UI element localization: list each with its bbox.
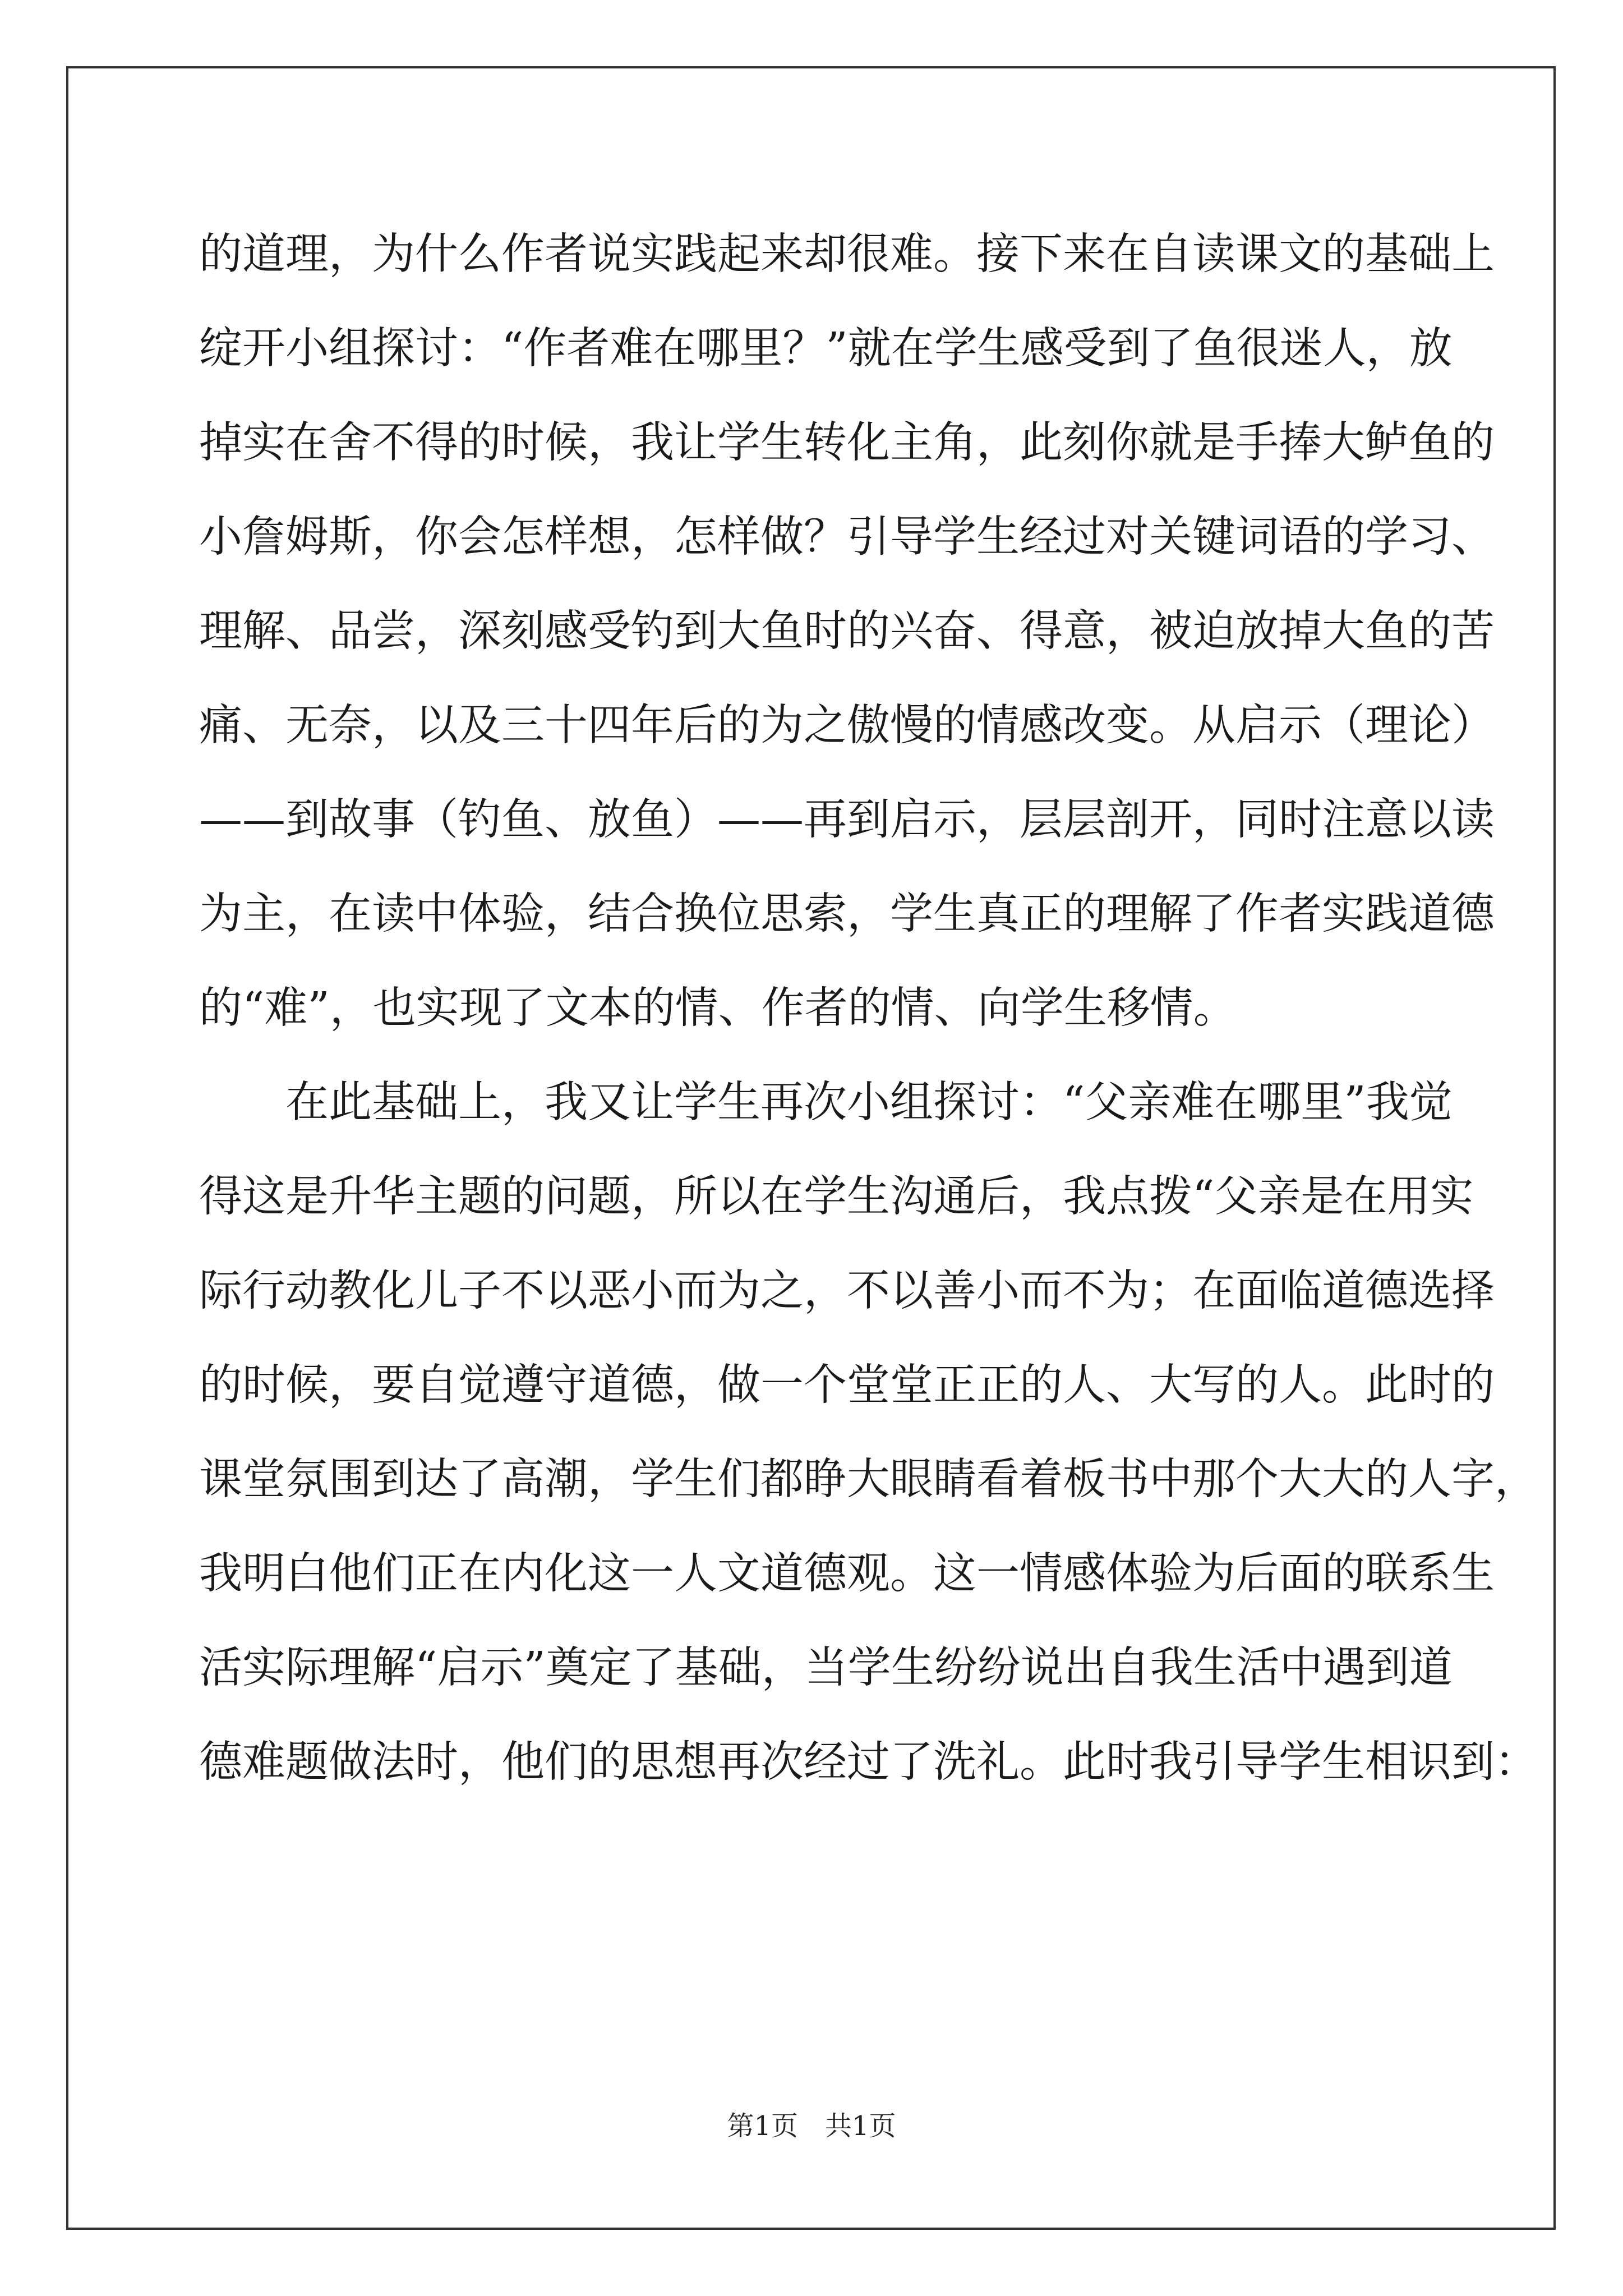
text-line: 我明白他们正在内化这一人文道德观。这一情感体验为后面的联系生 [199,1549,1495,1599]
document-body [199,208,1538,1810]
text-line: 的道理，为什么作者说实践起来却很难。接下来在自读课文的基础上 [199,229,1495,279]
text-line: 活实际理解“启示”奠定了基础，当学生纷纷说出自我生活中遇到道 [199,1643,1453,1693]
text-line: ——到故事（钓鱼、放鱼）——再到启示，层层剖开，同时注意以读 [199,795,1495,845]
text-line: 际行动教化儿子不以恶小而为之，不以善小而不为；在面临道德选择 [199,1266,1495,1316]
text-line: 为主，在读中体验，结合换位思索，学生真正的理解了作者实践道德 [199,889,1495,939]
text-line: 小詹姆斯，你会怎样想，怎样做？引导学生经过对关键词语的学习、 [199,512,1495,562]
text-line: 痛、无奈，以及三十四年后的为之傲慢的情感改变。从启示（理论） [199,701,1495,751]
text-line: 得这是升华主题的问题，所以在学生沟通后，我点拨“父亲是在用实 [199,1172,1474,1222]
text-line: 掉实在舍不得的时候，我让学生转化主角，此刻你就是手捧大鲈鱼的 [199,418,1495,468]
text-line: 理解、品尝，深刻感受钓到大鱼时的兴奋、得意，被迫放掉大鱼的苦 [199,606,1495,656]
text-line: 绽开小组探讨：“作者难在哪里？”就在学生感受到了鱼很迷人，放 [199,324,1453,374]
text-line: 德难题做法时，他们的思想再次经过了洗礼。此时我引导学生相识到： [199,1737,1538,1787]
page-number-footer: 第1页 共1页 [727,2110,896,2142]
text-line: 的“难”，也实现了文本的情、作者的情、向学生移情。 [199,983,1237,1033]
text-line: 的时候，要自觉遵守道德，做一个堂堂正正的人、大写的人。此时的 [199,1360,1495,1410]
text-line: 在此基础上，我又让学生再次小组探讨：“父亲难在哪里”我觉 [199,1078,1453,1128]
text-line: 课堂氛围到达了高潮，学生们都睁大眼睛看着板书中那个大大的人字， [199,1455,1538,1504]
